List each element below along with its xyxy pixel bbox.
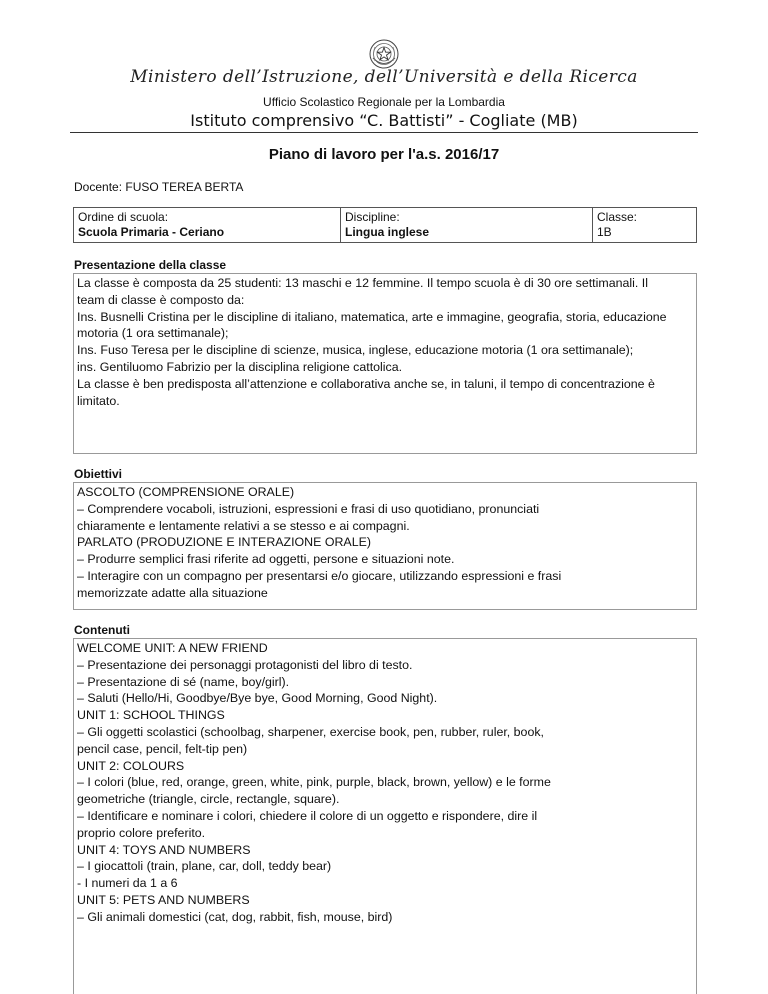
contents-heading: Contenuti <box>74 623 130 637</box>
text-line: ASCOLTO (COMPRENSIONE ORALE) <box>77 485 295 499</box>
text-line: – Interagire con un compagno per presentarsi e/o giocare, utilizzando espressioni e frasi <box>77 568 562 583</box>
text-line: - I numeri da 1 a 6 <box>77 876 178 891</box>
school-order-cell <box>74 208 341 243</box>
text-line: Ins. Busnelli Cristina per le discipline di italiano, matematica, arte e immagine, geografia, storia, educazione <box>77 309 667 324</box>
discipline-value: Lingua inglese <box>345 225 430 239</box>
text-line: – Gli animali domestici (cat, dog, rabbit, fish, mouse, bird) <box>77 909 393 924</box>
text-line: – Comprendere vocaboli, istruzioni, espressioni e frasi di uso quotidiano, pronunciati <box>77 501 540 516</box>
class-presentation-box <box>73 273 697 454</box>
contents-box <box>73 638 697 994</box>
school-order-label: Ordine di scuola: <box>78 210 169 224</box>
discipline-label: Discipline: <box>345 210 400 224</box>
text-line: PARLATO (PRODUZIONE E INTERAZIONE ORALE) <box>77 535 371 550</box>
text-line: ins. Gentiluomo Fabrizio per la disciplina religione cattolica. <box>77 359 403 374</box>
class-label: Classe: <box>597 210 638 224</box>
institute-name: Istituto comprensivo “C. Battisti” - Cogliate (MB) <box>190 111 578 130</box>
document-title: Piano di lavoro per l'a.s. 2016/17 <box>268 146 500 163</box>
text-line: – Presentazione di sé (name, boy/girl). <box>77 674 290 689</box>
class-presentation-heading: Presentazione della classe <box>74 258 227 272</box>
text-line: – Produrre semplici frasi riferite ad oggetti, persone e situazioni note. <box>77 552 455 567</box>
class-cell <box>593 208 697 243</box>
text-line: – I giocattoli (train, plane, car, doll, teddy bear) <box>77 859 332 874</box>
text-line: WELCOME UNIT: A NEW FRIEND <box>77 641 268 655</box>
text-line: geometriche (triangle, circle, rectangle, square). <box>77 792 340 807</box>
text-line: pencil case, pencil, felt-tip pen) <box>77 741 248 756</box>
ministry-name: Ministero dell’Istruzione, dell’Università e della Ricerca <box>130 67 638 87</box>
text-line: – Identificare e nominare i colori, chiedere il colore di un oggetto e rispondere, dire il <box>77 808 538 823</box>
text-line: UNIT 2: COLOURS <box>77 758 185 773</box>
text-line: – Presentazione dei personaggi protagonisti del libro di testo. <box>77 657 413 672</box>
text-line: memorizzate adatte alla situazione <box>77 585 268 600</box>
text-line: La classe è composta da 25 studenti: 13 maschi e 12 femmine. Il tempo scuola è di 30 ore settimanali. Il <box>77 276 648 290</box>
text-line: limitato. <box>77 393 120 408</box>
teacher-name: Docente: FUSO TEREA BERTA <box>74 180 244 194</box>
text-line: – Gli oggetti scolastici (schoolbag, sharpener, exercise book, pen, rubber, ruler, book, <box>77 724 544 739</box>
text-line: UNIT 1: SCHOOL THINGS <box>77 708 225 723</box>
text-line: UNIT 5: PETS AND NUMBERS <box>77 892 250 907</box>
discipline-cell <box>341 208 593 243</box>
text-line: Ins. Fuso Teresa per le discipline di scienze, musica, inglese, educazione motoria (1 ora settimanale); <box>77 343 634 358</box>
school-order-value: Scuola Primaria - Ceriano <box>78 225 225 239</box>
italian-republic-emblem-icon <box>368 38 400 70</box>
text-line: proprio colore preferito. <box>77 825 206 840</box>
regional-office: Ufficio Scolastico Regionale per la Lombardia <box>263 95 505 109</box>
text-line: – Saluti (Hello/Hi, Goodbye/Bye bye, Good Morning, Good Night). <box>77 691 438 706</box>
objectives-heading: Obiettivi <box>74 467 123 481</box>
text-line: team di classe è composto da: <box>77 292 245 307</box>
text-line: motoria (1 ora settimanale); <box>77 326 229 341</box>
text-line: UNIT 4: TOYS AND NUMBERS <box>77 842 251 857</box>
header-divider <box>70 132 698 133</box>
text-line: chiaramente e lentamente relativi a se stesso e ai compagni. <box>77 518 410 533</box>
class-info-table <box>73 207 697 243</box>
class-value: 1B <box>597 225 612 239</box>
text-line: – I colori (blue, red, orange, green, white, pink, purple, black, brown, yellow) e le forme <box>77 775 551 790</box>
text-line: La classe è ben predisposta all’attenzione e collaborativa anche se, in taluni, il tempo di concentrazione è <box>77 376 655 391</box>
objectives-box <box>73 482 697 610</box>
